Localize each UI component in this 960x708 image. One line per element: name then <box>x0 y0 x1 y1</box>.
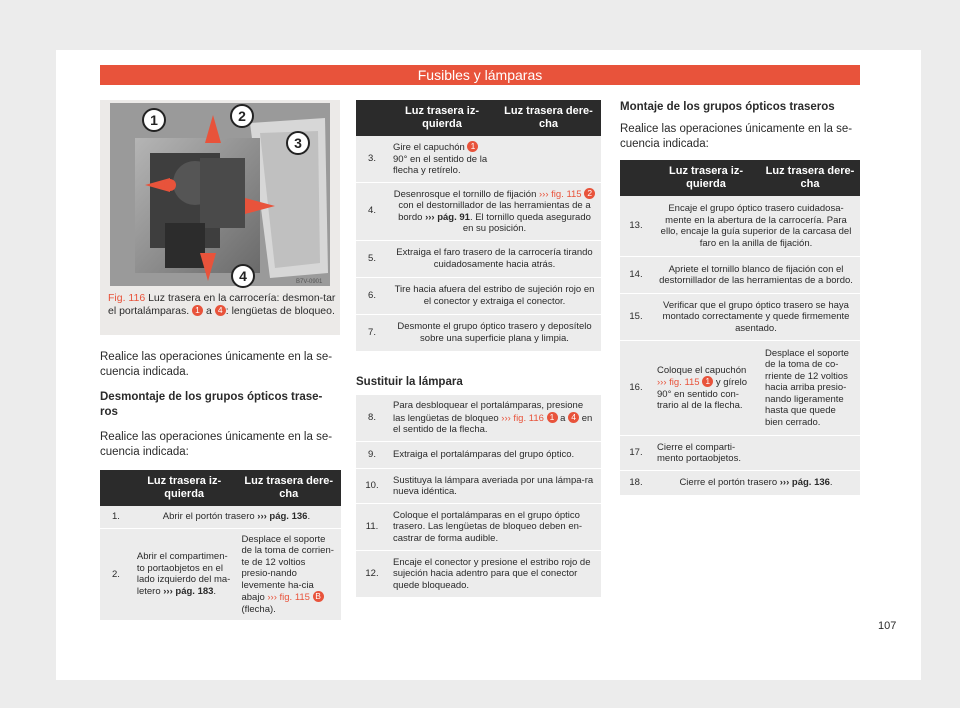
col-blank <box>620 160 652 196</box>
table-row <box>356 182 601 240</box>
step-text-left: Coloque el capuchón ››› fig. 115 1 y gírelo 90° en sentido con-trario al de la flecha. <box>652 341 760 436</box>
step-text: Sustituya la lámpara averiada por una lámpa-ra nueva idéntica. <box>388 469 601 504</box>
table-row <box>620 341 860 436</box>
page-link[interactable]: ››› pág. 136 <box>779 477 830 489</box>
step-text: Cierre el portón trasero ››› pág. 136. <box>652 471 860 496</box>
step-number: 2. <box>100 528 132 621</box>
removal-table-1 <box>100 470 341 621</box>
table-row <box>356 314 601 351</box>
circle-4-icon: 4 <box>568 412 579 423</box>
step-text: Encaje el grupo óptico trasero cuidadosa-mente en la abertura de la carrocería. Para ello, encaje la guía superior de la carcasa del faro en la anilla de fijación. <box>652 196 860 257</box>
step-text-right: Desplace el soporte de la toma de co-rriente de 12 voltios hacia arriba presio-nando ligeramente hasta que quede bien cerrado. <box>760 341 860 436</box>
th-left: Luz trasera iz-quierda <box>652 160 760 196</box>
circle-1-icon: 1 <box>702 376 713 387</box>
callout-2-label: 2 <box>238 108 246 124</box>
step-text: Desmonte el grupo óptico trasero y deposítelo sobre una superficie plana y limpia. <box>388 314 601 351</box>
step-number: 9. <box>356 442 388 469</box>
figure-number: Fig. 116 <box>108 292 146 304</box>
mounting-heading: Montaje de los grupos ópticos traseros <box>620 101 835 113</box>
page-link[interactable]: ››› pág. 91 <box>425 211 470 223</box>
table-row <box>620 471 860 496</box>
col-blank <box>100 470 132 506</box>
step-number: 6. <box>356 277 388 314</box>
step-text: Abrir el portón trasero ››› pág. 136. <box>132 506 341 528</box>
removal-heading: Desmontaje de los grupos ópticos trase-ros <box>100 391 323 418</box>
table-row <box>356 395 601 442</box>
step-number: 12. <box>356 551 388 598</box>
circle-4-icon: 4 <box>215 305 226 316</box>
table-row <box>356 469 601 504</box>
table-row <box>100 528 341 621</box>
circle-b-icon: B <box>313 591 324 602</box>
th-left: Luz trasera iz-quierda <box>388 100 496 136</box>
step-text: Verificar que el grupo óptico trasero se haya montado correctamente y quede firmemente asentado. <box>652 294 860 341</box>
step-number: 7. <box>356 314 388 351</box>
step-text: Para desbloquear el portalámparas, presione las lengüetas de bloqueo ››› fig. 116 1 a 4 en el sentido de la flecha. <box>388 395 601 442</box>
table-row <box>356 551 601 598</box>
th-right: Luz trasera dere-cha <box>496 100 601 136</box>
step-text-right: Desplace el soporte de la toma de corrien-te de 12 voltios presio-nando levemente ha-cia abajo ››› fig. 115 B (flecha). <box>236 528 341 621</box>
step-text: Coloque el portalámparas en el grupo óptico trasero. Las lengüetas de bloqueo deben en-castrar de forma audible. <box>388 504 601 551</box>
figure-link[interactable]: ››› fig. 116 <box>501 412 544 424</box>
table-row <box>356 277 601 314</box>
table-row <box>620 257 860 294</box>
empty-cell <box>496 136 601 182</box>
step-text: Extraiga el portalámparas del grupo óptico. <box>388 442 601 469</box>
th-left: Luz trasera iz-quierda <box>132 470 237 506</box>
page-link[interactable]: ››› pág. 183 <box>163 585 214 597</box>
col-blank <box>356 100 388 136</box>
callout-3 <box>285 130 311 161</box>
step-number: 18. <box>620 471 652 496</box>
step-number: 15. <box>620 294 652 341</box>
figure-link[interactable]: ››› fig. 115 <box>539 188 582 200</box>
step-text: Extraiga el faro trasero de la carrocería tirando cuidadosamente hacia atrás. <box>388 240 601 277</box>
empty-cell <box>760 436 860 471</box>
step-number: 14. <box>620 257 652 294</box>
th-right: Luz trasera dere-cha <box>236 470 341 506</box>
callout-4-label: 4 <box>239 268 247 284</box>
intro-paragraph: Realice las operaciones únicamente en la se-cuencia indicada. <box>100 351 333 378</box>
step-number: 5. <box>356 240 388 277</box>
step-number: 1. <box>100 506 132 528</box>
step-number: 10. <box>356 469 388 504</box>
callout-3-label: 3 <box>294 135 302 151</box>
page-link[interactable]: ››› pág. 136 <box>257 511 308 522</box>
step-number: 8. <box>356 395 388 442</box>
figure-link[interactable]: ››› fig. 115 <box>267 592 310 603</box>
removal-intro: Realice las operaciones únicamente en la se-cuencia indicada: <box>100 431 333 458</box>
figure-caption <box>108 292 336 318</box>
circle-1-icon: 1 <box>192 305 203 316</box>
mounting-table <box>620 160 860 496</box>
figure-code: B7V-0901 <box>296 279 323 285</box>
step-number: 11. <box>356 504 388 551</box>
removal-table-2 <box>356 100 601 352</box>
table-row <box>356 504 601 551</box>
replace-lamp-table <box>356 395 601 598</box>
section-header: Fusibles y lámparas <box>100 65 860 85</box>
step-number: 13. <box>620 196 652 257</box>
caption-end: : lengüetas de bloqueo. <box>225 305 335 317</box>
callout-1-label: 1 <box>150 112 158 128</box>
page-number: 107 <box>878 620 897 632</box>
table-row <box>356 240 601 277</box>
step-text-left: Abrir el compartimen-to portaobjetos en el lado izquierdo del ma-letero ››› pág. 183. <box>132 528 237 621</box>
mounting-intro: Realice las operaciones únicamente en la se-cuencia indicada: <box>620 123 853 150</box>
callout-4 <box>230 263 256 294</box>
figure-caption-text: Luz trasera en la carrocería: desmon-tar el portalámparas. <box>108 292 336 317</box>
circle-1-icon: 1 <box>467 141 478 152</box>
caption-conjunction: a <box>205 305 212 317</box>
step-text: Encaje el conector y presione el estribo rojo de sujeción hacia adentro para que el conector quede bloqueado. <box>388 551 601 598</box>
callout-1 <box>141 107 167 138</box>
step-text: Desenrosque el tornillo de fijación ››› fig. 115 2 con el destornillador de las herramientas de a bordo ››› pág. 91. El tornillo queda asegurado en su posición. <box>388 182 601 240</box>
table-row <box>620 196 860 257</box>
table-row <box>620 294 860 341</box>
step-number: 3. <box>356 136 388 182</box>
step-number: 16. <box>620 341 652 436</box>
table-row <box>356 136 601 182</box>
step-text: Apriete el tornillo blanco de fijación con el destornillador de las herramientas de a bordo. <box>652 257 860 294</box>
circle-1-icon: 1 <box>547 412 558 423</box>
step-text: Gire el capuchón 1 90° en el sentido de la flecha y retírelo. <box>388 136 496 182</box>
step-text: Cierre el comparti-mento portaobjetos. <box>652 436 760 471</box>
step-number: 4. <box>356 182 388 240</box>
th-right: Luz trasera dere-cha <box>760 160 860 196</box>
circle-2-icon: 2 <box>584 188 595 199</box>
figure-link[interactable]: ››› fig. 115 <box>657 377 700 388</box>
step-number: 17. <box>620 436 652 471</box>
table-row <box>100 506 341 528</box>
table-row <box>356 442 601 469</box>
step-text: Tire hacia afuera del estribo de sujeción rojo en el conector y extraiga el conector. <box>388 277 601 314</box>
table-row <box>620 436 860 471</box>
callout-2 <box>229 103 255 134</box>
replace-lamp-heading: Sustituir la lámpara <box>356 376 463 388</box>
